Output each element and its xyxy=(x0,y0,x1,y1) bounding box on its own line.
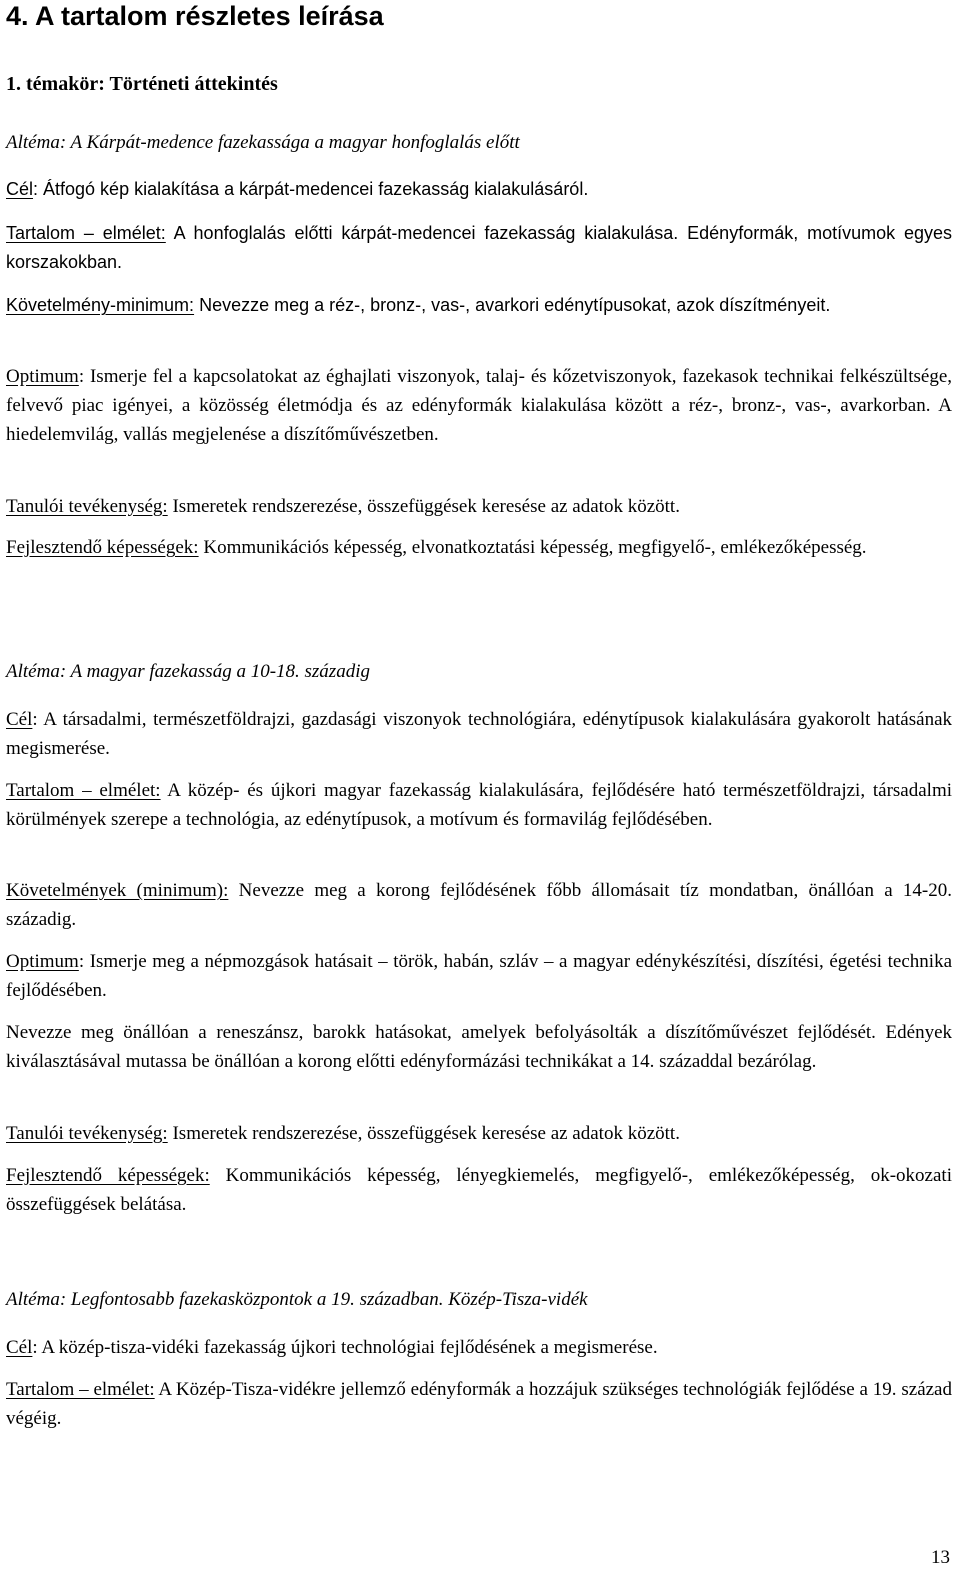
goal-3 xyxy=(6,1333,952,1362)
optimum-label: Optimum xyxy=(6,366,79,387)
minimum-label: Követelmények (minimum): xyxy=(6,880,229,901)
minimum-1 xyxy=(6,291,952,320)
activity-1 xyxy=(6,492,952,521)
page-number: 13 xyxy=(931,1547,950,1568)
content-text: A közép- és újkori magyar fazekasság kialakulására, fejlődésére ható természetföldrajzi, társadalmi körülmények szerepe a technológia, az edénytípusok, a motívum és formavilág fejlődésében. xyxy=(6,780,952,830)
optimum-text: : Ismerje fel a kapcsolatokat az éghajlati viszonyok, talaj- és kőzetviszonyok, fazekasok technikai felkészültsége, felvevő piac igényei, a közösség életmódja és az edényformák kialakulása között a réz-, bronz-, vas-, avarkorban. A hiedelemvilág, vallás megjelenése a díszítőművészetben. xyxy=(6,366,952,445)
skills-label: Fejlesztendő képességek: xyxy=(6,1165,210,1186)
activity-text: Ismeretek rendszerezése, összefüggések keresése az adatok között. xyxy=(167,1123,680,1144)
skills-text: Kommunikációs képesség, lényegkiemelés, megfigyelő-, emlékezőképesség, ok-okozati összefüggések belátása. xyxy=(6,1165,952,1215)
content-label: Tartalom – elmélet: xyxy=(6,1379,155,1400)
skills-text: Kommunikációs képesség, elvonatkoztatási képesség, megfigyelő-, emlékezőképesség. xyxy=(198,537,867,558)
activity-2 xyxy=(6,1119,952,1148)
optimum-text: : Ismerje meg a népmozgások hatásait – török, habán, szláv – a magyar edénykészítési, díszítési, égetési technika fejlődésében. xyxy=(6,951,952,1001)
goal-2 xyxy=(6,705,952,763)
goal-text: : Átfogó kép kialakítása a kárpát-medencei fazekasság kialakulásáról. xyxy=(33,179,589,199)
goal-label: Cél xyxy=(6,179,34,199)
goal-1 xyxy=(6,175,952,204)
subtopic-1: Altéma: A Kárpát-medence fazekassága a magyar honfoglalás előtt xyxy=(6,132,520,153)
minimum-label: Követelmény-minimum: xyxy=(6,295,195,315)
minimum-2 xyxy=(6,876,952,934)
optimum-2 xyxy=(6,947,952,1005)
skills-2 xyxy=(6,1161,952,1219)
content-3 xyxy=(6,1375,952,1433)
topic-title: 1. témakör: Történeti áttekintés xyxy=(6,73,278,95)
content-label: Tartalom – elmélet: xyxy=(6,780,161,801)
skills-label: Fejlesztendő képességek: xyxy=(6,537,199,558)
extra-2: Nevezze meg önállóan a reneszánsz, barokk hatásokat, amelyek befolyásolták a díszítőművészet fejlődését. Edények kiválasztásával mutassa be önállóan a korong előtti edényformázási technikákat a 14. századdal bezárólag. xyxy=(6,1022,952,1072)
optimum-1 xyxy=(6,362,952,449)
content-1 xyxy=(6,219,952,277)
activity-label: Tanulói tevékenység: xyxy=(6,1123,168,1144)
content-2 xyxy=(6,776,952,834)
subtopic-2: Altéma: A magyar fazekasság a 10-18. századig xyxy=(6,661,370,682)
minimum-text: Nevezze meg a réz-, bronz-, vas-, avarkori edénytípusokat, azok díszítményeit. xyxy=(194,295,831,315)
subtopic-3: Altéma: Legfontosabb fazekasközpontok a 19. században. Közép-Tisza-vidék xyxy=(6,1289,588,1310)
goal-label: Cél xyxy=(6,1337,33,1358)
skills-1 xyxy=(6,533,952,562)
content-text: A Közép-Tisza-vidékre jellemző edényformák a hozzájuk szükséges technológiák fejlődése a 19. század végéig. xyxy=(6,1379,952,1429)
activity-label: Tanulói tevékenység: xyxy=(6,496,168,517)
goal-label: Cél xyxy=(6,709,33,730)
optimum-label: Optimum xyxy=(6,951,79,972)
chapter-title: 4. A tartalom részletes leírása xyxy=(6,1,384,31)
content-label: Tartalom – elmélet: xyxy=(6,223,166,243)
goal-text: : A társadalmi, természetföldrajzi, gazdasági viszonyok technológiára, edénytípusok kialakulására gyakorolt hatásának megismerése. xyxy=(6,709,952,759)
activity-text: Ismeretek rendszerezése, összefüggések keresése az adatok között. xyxy=(167,496,680,517)
content-text: A honfoglalás előtti kárpát-medencei fazekasság kialakulása. Edényformák, motívumok egyes korszakokban. xyxy=(6,223,952,272)
goal-text: : A közép-tisza-vidéki fazekasság újkori technológiai fejlődésének a megismerése. xyxy=(32,1337,658,1358)
minimum-text: Nevezze meg a korong fejlődésének főbb állomásait tíz mondatban, önállóan a 14-20. századig. xyxy=(6,880,952,930)
